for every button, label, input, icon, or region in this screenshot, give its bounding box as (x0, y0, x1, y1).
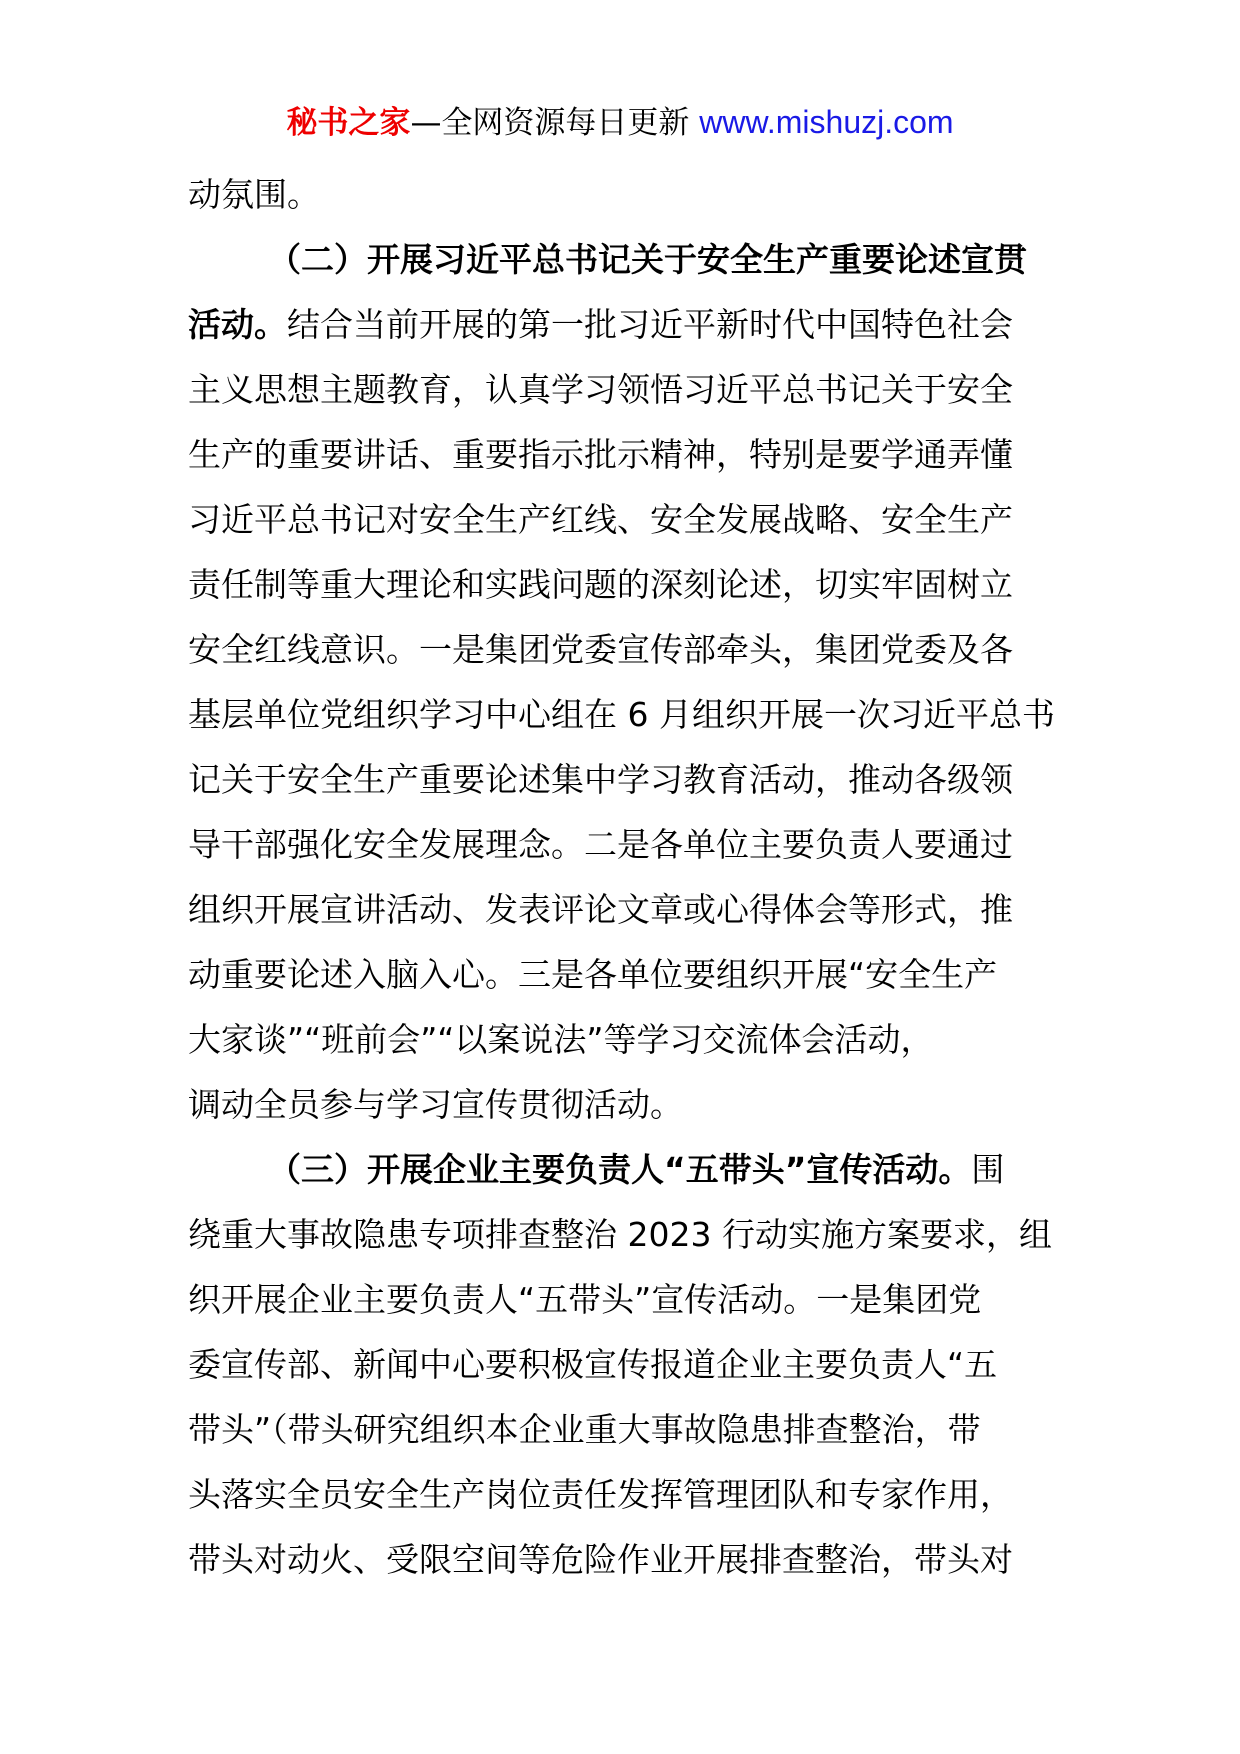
body-line: 导干部强化安全发展理念。二是各单位主要负责人要通过 (188, 825, 1013, 864)
body-line: 织开展企业主要负责人“五带头”宣传活动。一是集团党 (188, 1280, 982, 1319)
body-line: 责任制等重大理论和实践问题的深刻论述，切实牢固树立 (188, 565, 1013, 604)
body-line: 动氛围。 (188, 175, 320, 214)
body-line: 活动。结合当前开展的第一批习近平新时代中国特色社会 (188, 305, 1013, 344)
watermark-header (0, 102, 1240, 143)
body-line: 头落实全员安全生产岗位责任发挥管理团队和专家作用， (188, 1475, 1013, 1514)
body-line: 动重要论述入脑入心。三是各单位要组织开展“安全生产 (188, 955, 998, 994)
body-line: 生产的重要讲话、重要指示批示精神，特别是要学通弄懂 (188, 435, 1013, 474)
body-line: 基层单位党组织学习中心组在 6 月组织开展一次习近平总书 (188, 695, 1055, 734)
body-line: 组织开展宣讲活动、发表评论文章或心得体会等形式，推 (188, 890, 1013, 929)
section-heading-2: （二）开展习近平总书记关于安全生产重要论述宣贯 (268, 240, 1027, 279)
body-line: 带头”（带头研究组织本企业重大事故隐患排查整治，带 (188, 1410, 981, 1449)
body-line: 安全红线意识。一是集团党委宣传部牵头，集团党委及各 (188, 630, 1013, 669)
body-line: 习近平总书记对安全生产红线、安全发展战略、安全生产 (188, 500, 1013, 539)
site-url: www.mishuzj.com (699, 104, 954, 140)
section-heading-3: （三）开展企业主要负责人“五带头”宣传活动。围 (268, 1150, 1005, 1189)
body-line: 委宣传部、新闻中心要积极宣传报道企业主要负责人“五 (188, 1345, 998, 1384)
document-body (188, 162, 1060, 1592)
body-line: 绕重大事故隐患专项排查整治 2023 行动实施方案要求，组 (188, 1215, 1052, 1254)
body-line: 主义思想主题教育，认真学习领悟习近平总书记关于安全 (188, 370, 1013, 409)
body-line: 记关于安全生产重要论述集中学习教育活动，推动各级领 (188, 760, 1013, 799)
body-line: 带头对动火、受限空间等危险作业开展排查整治，带头对 (188, 1540, 1013, 1579)
body-line: 大家谈”“班前会”“以案说法”等学习交流体会活动， (188, 1020, 934, 1059)
body-line: 调动全员参与学习宣传贯彻活动。 (188, 1085, 683, 1124)
brand-name: 秘书之家 (286, 105, 411, 141)
header-slogan: —全网资源每日更新 (410, 105, 700, 141)
